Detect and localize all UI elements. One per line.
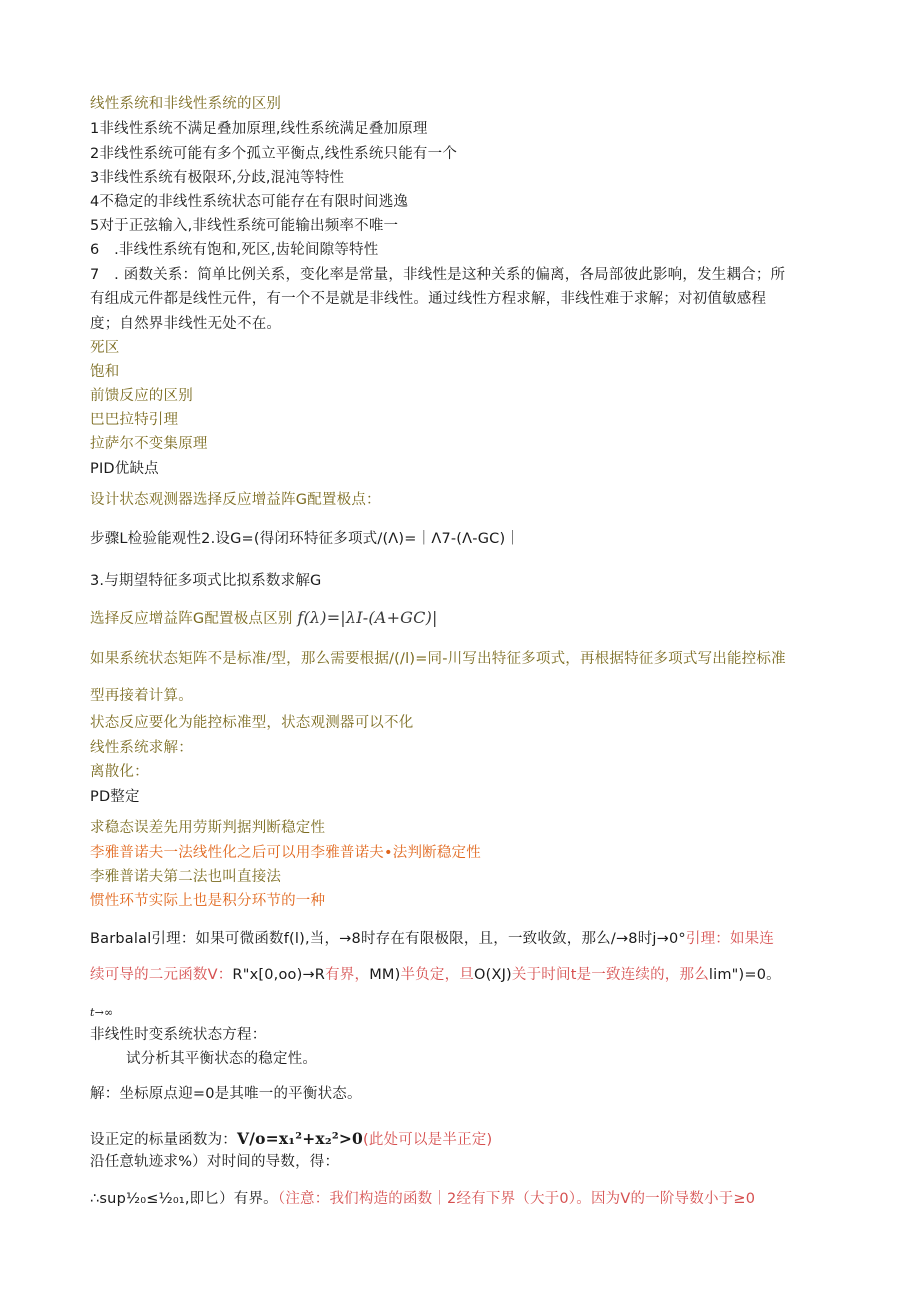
barbalat-text: Barbalal引理：如果可微函数f(l),当，→8时存在有限极限，且，一致收敛，那么/→8时j→0° [90, 931, 686, 947]
barbalat-line2a: 续可导的二元函数V： [90, 967, 233, 983]
item7-line2: 有组成元件都是线性元件，有一个不是就是非线性。通过线性方程求解，非线性难于求解；对初值敏感程 [90, 291, 767, 307]
topic-feedforward: 前馈反应的区别 [90, 388, 193, 404]
item7-line3: 度；自然界非线性无处不在。 [90, 316, 282, 332]
pid-pros-cons: PID优缺点 [90, 461, 159, 477]
observer-title: 设计状态观测器选择反应增益阵G配置极点： [90, 492, 381, 508]
lyapunov-fn-note: (此处可以是半正定) [363, 1132, 493, 1148]
topic-saturation: 饱和 [90, 364, 120, 380]
barbalat-line2 [90, 965, 781, 985]
linear-solve: 线性系统求解： [90, 740, 193, 756]
step-3: 3.与期望特征多项式比拟系数求解G [90, 573, 322, 589]
difference-6: 6 .非线性系统有饱和,死区,齿轮间隙等特性 [90, 242, 379, 258]
step-1-2: 步骤L检验能观性2.设G=(得闭环特征多项式/(Λ)=｜Λ7-(Λ-GC)｜ [90, 531, 521, 547]
barbalat-lemma-red: 引理：如果连 [685, 931, 775, 947]
difference-1: 1非线性系统不满足叠加原理,线性系统满足叠加原理 [90, 121, 428, 137]
nonlinear-time-varying: 非线性时变系统状态方程： [90, 1027, 267, 1043]
topic-lasalle: 拉萨尔不变集原理 [90, 436, 208, 452]
compare-line [90, 608, 438, 629]
solution: 解：坐标原点迎=0是其唯一的平衡状态。 [90, 1086, 362, 1102]
limit-subscript: t→∞ [90, 1006, 114, 1019]
steady-error: 求稳态误差先用劳斯判据判断稳定性 [90, 820, 326, 836]
lyapunov-second: 李雅普诺夫第二法也叫直接法 [90, 869, 282, 885]
sup-note: （注意：我们构造的函数｜2经有下界（大于0）。因为V的一阶导数小于≥0 [277, 1191, 756, 1207]
discretize: 离散化： [90, 764, 149, 780]
lyapunov-fn-text: 设正定的标量函数为： [90, 1132, 237, 1148]
sup-text: ∴sup½₀≤½₀₁,即匕）有界。 [90, 1191, 278, 1207]
topic-deadzone: 死区 [90, 340, 120, 356]
barbalat-line2d: MM) [369, 967, 401, 983]
section-heading: 线性系统和非线性系统的区别 [90, 96, 282, 112]
lyapunov-function-line [90, 1129, 492, 1150]
barbalat-line2f: O(XJ) [473, 967, 512, 983]
derivative-line: 沿任意轨迹求%）对时间的导数，得： [90, 1154, 340, 1170]
inertia-note: 惯性环节实际上也是积分环节的一种 [90, 893, 326, 909]
difference-4: 4不稳定的非线性系统状态可能存在有限时间逃逸 [90, 194, 409, 210]
barbalat-line2h: lim")=0。 [708, 967, 781, 983]
nonstandard-line1: 如果系统状态矩阵不是标准/型，那么需要根据/(/l)=同-川写出特征多项式，再根据特征多项式写出能控标准 [90, 651, 786, 667]
compare-formula: f(λ)=|λI-(A+GC)| [297, 608, 438, 627]
nonstandard-line2: 型再接着计算。 [90, 688, 193, 704]
barbalat-line1 [90, 929, 774, 949]
compare-text: 选择反应增益阵G配置极点区别 [90, 611, 293, 627]
barbalat-line2b: R"x[0,oo)→R [232, 967, 326, 983]
difference-5: 5对于正弦输入,非线性系统可能输出频率不唯一 [90, 218, 399, 234]
difference-3: 3非线性系统有极限环,分歧,混沌等特性 [90, 170, 345, 186]
lyapunov-fn-formula: V/o=x₁²+x₂²>0 [237, 1129, 364, 1148]
barbalat-line2g: 关于时间t是一致连续的，那么 [511, 967, 709, 983]
analyze-stability: 试分析其平衡状态的稳定性。 [126, 1051, 318, 1067]
difference-2: 2非线性系统可能有多个孤立平衡点,线性系统只能有一个 [90, 146, 458, 162]
lyapunov-first: 李雅普诺夫一法线性化之后可以用李雅普诺夫•法判断稳定性 [90, 845, 481, 861]
barbalat-line2e: 半负定，旦 [400, 967, 474, 983]
item7-line1: 7 . 函数关系：简单比例关系，变化率是常量，非线性是这种关系的偏离，各局部彼此影响，发生耦合；所 [90, 267, 786, 283]
state-feedback: 状态反应要化为能控标准型，状态观测器可以不化 [90, 715, 414, 731]
topic-barbalat: 巴巴拉特引理 [90, 412, 179, 428]
pd-tuning: PD整定 [90, 789, 140, 805]
barbalat-line2c: 有界， [325, 967, 370, 983]
sup-line [90, 1189, 755, 1209]
